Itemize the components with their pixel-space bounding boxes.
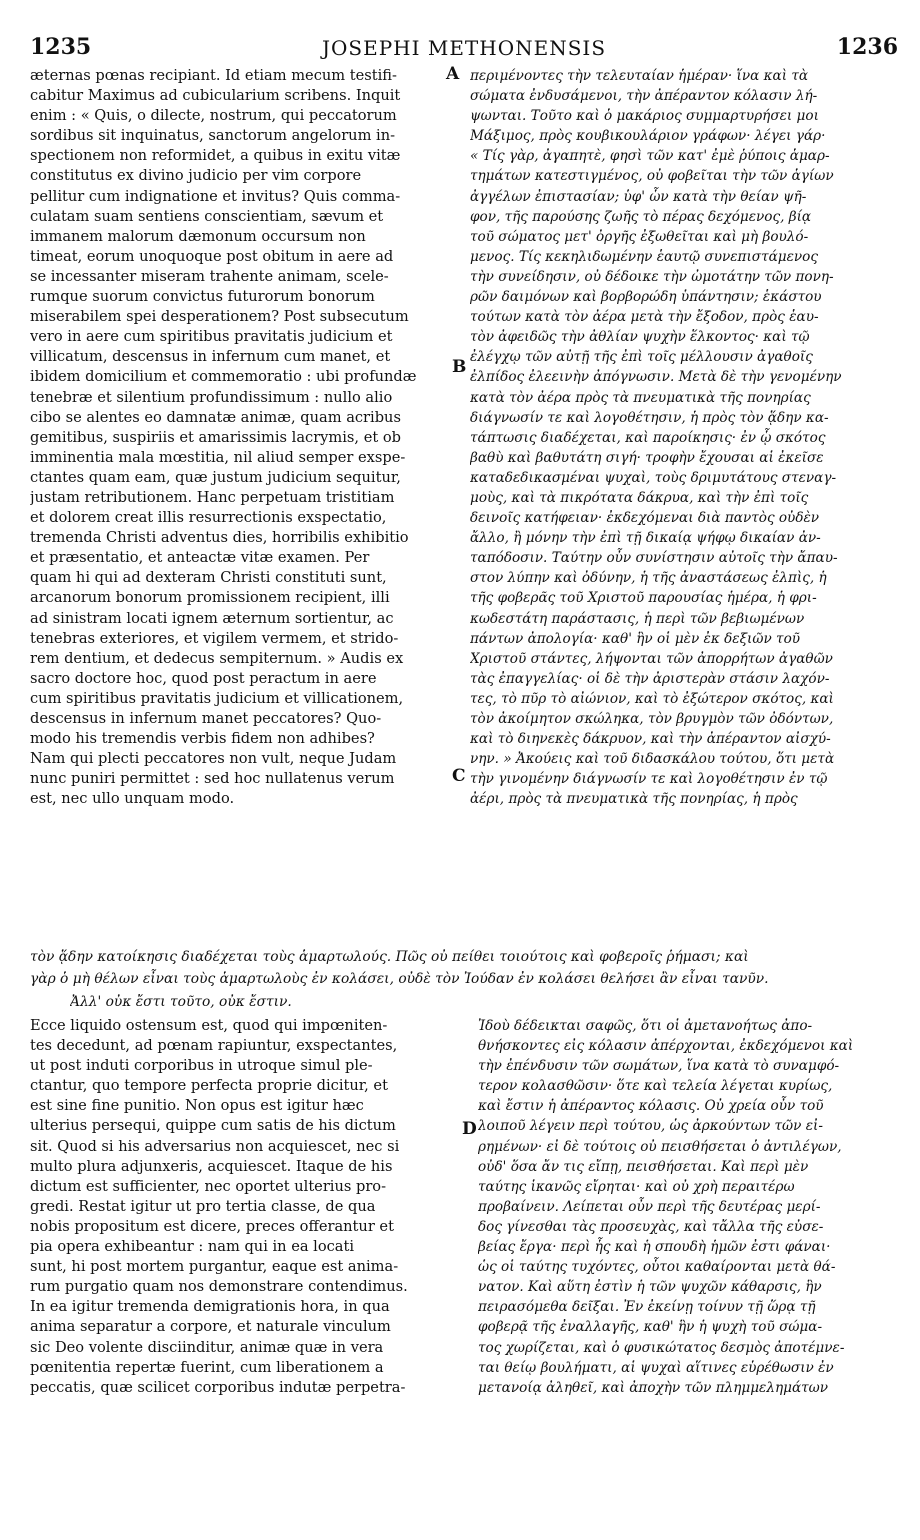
text-line: peccatis, quæ scilicet corporibus indutæ perpetra- xyxy=(30,1378,406,1396)
page-header xyxy=(30,34,898,64)
text-line: τὴν ἐπένδυσιν τῶν σωμάτων, ἵνα κατὰ τὸ συναμφό- xyxy=(478,1058,840,1075)
greek-column-top xyxy=(470,66,900,809)
text-line: τούτων κατὰ τὸν ἀέρα μετὰ τὴν ἔξοδον, πρὸς ἑαυ- xyxy=(470,309,819,326)
text-line: τὴν γινομένην διάγνωσίν τε καὶ λογοθέτησιν ἐν τῷ xyxy=(470,771,828,788)
text-line: φοβερᾷ τῆς ἐναλλαγῆς, καθ' ἣν ἡ ψυχὴ τοῦ σώμα- xyxy=(478,1319,823,1336)
text-line: ἐλπίδος ἐλεεινὴν ἀπόγνωσιν. Μετὰ δὲ τὴν γενομένην xyxy=(470,369,842,386)
text-line: descensus in infernum manet peccatores? Quo- xyxy=(30,710,382,727)
text-line: rumque suorum convictus futurorum bonorum xyxy=(30,288,375,306)
text-line: τὴν συνείδησιν, οὐ δέδοικε τὴν ὠμοτάτην τῶν πονη- xyxy=(470,268,834,285)
text-line: ctantes quam eam, quæ justum judicium sequitur, xyxy=(30,468,401,486)
text-line: πειρασόμεθα δεῖξαι. Ἐν ἐκείνῃ τοίνυν τῇ ὥρᾳ τῇ xyxy=(478,1299,816,1316)
text-line: ται θείῳ βουλήματι, αἱ ψυχαὶ αἵτινες εὑρέθωσιν ἐν xyxy=(478,1359,834,1376)
text-line: τὰς ἐπαγγελίας· οἱ δὲ τὴν ἀριστερὰν στάσιν λαχόν- xyxy=(470,670,830,687)
text-line: βαθὺ καὶ βαθυτάτη σιγή· τροφὴν ἔχουσαι αἱ ἐκεῖσε xyxy=(470,449,824,466)
text-line: pia opera exhibeantur : nam qui in ea locati xyxy=(30,1238,355,1256)
page-number-left: 1235 xyxy=(30,34,92,60)
text-line: se incessanter miseram trahente animam, scele- xyxy=(30,267,389,285)
text-line: καὶ ἔστιν ἡ ἀπέραντος κόλασις. Οὐ χρεία οὖν τοῦ xyxy=(478,1098,824,1115)
text-line: δεινοῖς κατήφειαν· ἐκδεχόμεναι διὰ παντὸς οὐδὲν xyxy=(470,510,820,527)
text-line: μετανοίᾳ ἀληθεῖ, καὶ ἀποχὴν τῶν πλημμελημάτων xyxy=(478,1379,828,1396)
text-line: τοῦ σώματος μετ' ὀργῆς ἐξωθεῖται καὶ μὴ βουλό- xyxy=(470,228,809,245)
text-line: τες, τὸ πῦρ τὸ αἰώνιον, καὶ τὸ ἐξώτερον σκότος, καὶ xyxy=(470,690,834,707)
text-line: ἀγγέλων ἐπιστασίαν; ὑφ' ὧν κατὰ τὴν θείαν ψῆ- xyxy=(470,188,807,205)
text-line: imminentia mala mœstitia, nil aliud semper exspe- xyxy=(30,448,406,466)
text-line: ut post induti corporibus in utroque simul ple- xyxy=(30,1057,373,1075)
text-line: æternas pœnas recipiant. Id etiam mecum testifi- xyxy=(30,67,397,84)
text-line: τῆς φοβερᾶς τοῦ Χριστοῦ παρουσίας ἡμέρα, ἡ φρι- xyxy=(470,590,817,607)
text-line: gemitibus, suspiriis et amarissimis lacrymis, et ob xyxy=(30,428,401,446)
text-line: νατον. Καὶ αὕτη ἐστὶν ἡ τῶν ψυχῶν κάθαρσις, ἣν xyxy=(478,1279,822,1296)
text-line: προβαίνειν. Λείπεται οὖν περὶ τῆς δευτέρας μερί- xyxy=(478,1198,821,1215)
latin-column-bottom xyxy=(30,1016,460,1398)
text-line: sic Deo volente disciinditur, animæ quæ in vera xyxy=(30,1338,384,1356)
text-line: est sine fine punitio. Non opus est igitur hæc xyxy=(30,1097,364,1115)
text-line: gredi. Restat igitur ut pro tertia classe, de qua xyxy=(30,1197,376,1215)
text-line: περιμένοντες τὴν τελευταίαν ἡμέραν· ἵνα καὶ τὰ xyxy=(470,68,809,84)
text-line: rem dentium, et dedecus sempiternum. » Audis ex xyxy=(30,649,404,667)
latin-column-top xyxy=(30,66,460,809)
text-line: nunc puniri permittet : sed hoc nullatenus verum xyxy=(30,770,395,788)
running-title: JOSEPHI METHONENSIS xyxy=(321,36,607,60)
greek-full-width-line-3 xyxy=(70,992,920,1012)
text-line: ad sinistram locati ignem æternum sortientur, ac xyxy=(30,609,394,627)
text-line: ἐλέγχῳ τῶν αὐτῇ τῆς ἐπὶ τοῖς μέλλουσιν ἀγαθοῖς xyxy=(470,349,813,366)
text-line: ρῶν δαιμόνων καὶ βορβορώδη ὑπάντησιν; ἑκάστου xyxy=(470,289,822,306)
text-line: πάντων ἀπολογία· καθ' ἣν οἱ μὲν ἐκ δεξιῶν τοῦ xyxy=(470,630,801,647)
text-line: ψωνται. Τοῦτο καὶ ὁ μακάριος συμμαρτυρήσει μοι xyxy=(470,108,819,125)
text-line: cabitur Maximus ad cubicularium scribens. Inquit xyxy=(30,87,401,105)
text-line: miserabilem spei desperationem? Post subsecutum xyxy=(30,308,409,326)
text-line: cibo se alentes eo damnatæ animæ, quam acribus xyxy=(30,408,401,426)
text-line: φον, τῆς παρούσης ζωῆς τὸ πέρας δεχόμενος, βίᾳ xyxy=(470,208,812,225)
text-line: ibidem domicilium et commemoratio : ubi profundæ xyxy=(30,368,417,386)
text-line: ταύτης ἱκανῶς εἴρηται· καὶ οὐ χρὴ περαιτέρω xyxy=(478,1178,795,1195)
text-line: ἀέρι, πρὸς τὰ πνευματικὰ τῆς πονηρίας, ἡ πρὸς xyxy=(470,791,798,808)
margin-letter-a: A xyxy=(446,64,460,84)
text-line: οὐδ' ὅσα ἄν τις εἴπῃ, πεισθήσεται. Καὶ περὶ μὲν xyxy=(478,1158,809,1175)
text-line: γὰρ ὁ μὴ θέλων εἶναι τοὺς ἁμαρτωλοὺς ἐν κολάσει, οὐδὲ τὸν Ἰούδαν ἐν κολάσει θελήσει ἂν εἶναι τανῦν. xyxy=(30,971,769,987)
text-line: Ecce liquido ostensum est, quod qui impœniten- xyxy=(30,1017,388,1034)
text-line: immanem malorum dæmonum occursum non xyxy=(30,227,366,245)
text-line: ταπόδοσιν. Ταύτην οὖν συνίστησιν αὐτοῖς τὴν ἄπαυ- xyxy=(470,550,838,567)
text-line: tenebræ et silentium profundissimum : nullo alio xyxy=(30,388,393,406)
text-line: constitutus ex divino judicio per vim corpore xyxy=(30,167,362,185)
text-line: culatam suam sentiens conscientiam, sævum et xyxy=(30,207,384,225)
text-line: cum spiritibus pravitatis judicium et villicationem, xyxy=(30,689,404,707)
text-line: et præsentatio, et anteactæ vitæ examen. Per xyxy=(30,549,370,567)
text-line: est, nec ullo unquam modo. xyxy=(30,790,235,808)
text-line: μενος. Τίς κεκηλιδωμένην ἑαυτῷ συνεπιστάμενος xyxy=(470,248,818,265)
text-line: enim : « Quis, o dilecte, nostrum, qui peccatorum xyxy=(30,107,397,125)
text-line: κατὰ τὸν ἀέρα πρὸς τὰ πνευματικὰ τῆς πονηρίας xyxy=(470,389,811,406)
text-line: καταδεδικασμέναι ψυχαὶ, τοὺς δριμυτάτους στεναγ- xyxy=(470,469,837,486)
text-line: τημάτων κατεστιγμένος, οὐ φοβεῖται τὴν τῶν ἁγίων xyxy=(470,168,834,185)
margin-letter-c: C xyxy=(452,766,466,786)
text-line: rum purgatio quam nos demonstrare contendimus. xyxy=(30,1278,408,1296)
text-line: pœnitentia repertæ fuerint, cum liberationem a xyxy=(30,1358,384,1376)
text-line: « Τίς γὰρ, ἀγαπητὲ, φησὶ τῶν κατ' ἐμὲ ῥύποις ἁμαρ- xyxy=(470,148,830,165)
text-line: In ea igitur tremenda demigrationis hora, in qua xyxy=(30,1298,390,1316)
text-line: tremenda Christi adventus dies, horribilis exhibitio xyxy=(30,529,409,547)
text-line: pellitur cum indignatione et invitus? Quis comma- xyxy=(30,187,401,205)
text-line: Χριστοῦ στάντες, λήψονται τῶν ἀπορρήτων ἀγαθῶν xyxy=(470,650,833,667)
text-line: quam hi qui ad dexteram Christi constituti sunt, xyxy=(30,569,387,587)
text-line: ctantur, quo tempore perfecta proprie dicitur, et xyxy=(30,1077,388,1095)
text-line: Nam qui plecti peccatores non vult, neque Judam xyxy=(30,750,397,768)
text-line: dictum est sufficienter, nec oportet ulterius pro- xyxy=(30,1177,387,1195)
greek-column-bottom xyxy=(478,1016,900,1398)
text-line: μοὺς, καὶ τὰ πικρότατα δάκρυα, καὶ τὴν ἐπὶ τοῖς xyxy=(470,489,809,506)
text-line: nobis propositum est dicere, preces offerantur et xyxy=(30,1217,394,1235)
text-line: ρημένων· εἰ δὲ τούτοις οὐ πεισθήσεται ὁ ἀντιλέγων, xyxy=(478,1138,842,1155)
text-line: modo his tremendis verbis fidem non adhibes? xyxy=(30,730,375,748)
text-line: διάγνωσίν τε καὶ λογοθέτησιν, ἡ πρὸς τὸν ᾅδην κα- xyxy=(470,409,829,426)
text-line: λοιποῦ λέγειν περὶ τούτου, ὡς ἀρκούντων τῶν εἰ- xyxy=(478,1118,823,1135)
greek-full-width-line-2 xyxy=(30,969,898,989)
text-line: vero in aere cum spiritibus pravitatis judicium et xyxy=(30,328,393,346)
text-line: σώματα ἐνδυσάμενοι, τὴν ἀπέραντον κόλασιν λή- xyxy=(470,88,818,105)
text-line: sacro doctore hoc, quod post peractum in aere xyxy=(30,669,377,687)
text-line: κωδεστάτη παράστασις, ἡ περὶ τῶν βεβιωμένων xyxy=(470,610,805,627)
text-line: τὸν ἀφειδῶς τὴν ἀθλίαν ψυχὴν ἕλκοντος· καὶ τῷ xyxy=(470,329,810,346)
text-line: ulterius persequi, quippe cum satis de his dictum xyxy=(30,1117,396,1135)
text-line: villicatum, descensus in infernum cum manet, et xyxy=(30,348,391,366)
text-line: τὸν ἀκοίμητον σκώληκα, τὸν βρυγμὸν τῶν ὀδόντων, xyxy=(470,711,834,727)
text-line: στον λύπην καὶ ὀδύνην, ἡ τῆς ἀναστάσεως ἐλπὶς, ἡ xyxy=(470,570,827,587)
text-line: et dolorem creat illis resurrectionis exspectatio, xyxy=(30,509,387,527)
text-line: tes decedunt, ad pœnam rapiuntur, exspectantes, xyxy=(30,1037,398,1055)
text-line: τερον κολασθῶσιν· ὅτε καὶ τελεία λέγεται κυρίως, xyxy=(478,1078,833,1095)
text-line: νην. » Ἀκούεις καὶ τοῦ διδασκάλου τούτου, ὅτι μετὰ xyxy=(470,751,835,768)
text-line: Μάξιμος, πρὸς κουβικουλάριον γράφων· λέγει γάρ· xyxy=(470,128,826,145)
page-number-right: 1236 xyxy=(836,34,898,60)
text-line: ὡς οἱ ταύτης τυχόντες, οὗτοι καθαίρονται μετὰ θά- xyxy=(478,1259,836,1276)
text-line: τὸν ᾅδην κατοίκησις διαδέχεται τοὺς ἁμαρτωλούς. Πῶς οὐ πείθει τοιούτοις καὶ φοβεροῖς ῥήμασι; καὶ xyxy=(30,949,749,965)
text-line: τάπτωσις διαδέχεται, καὶ παροίκησις· ἐν ᾧ σκότος xyxy=(470,429,826,446)
text-line: timeat, eorum unoquoque post obitum in aere ad xyxy=(30,247,394,265)
text-line: θνήσκοντες εἰς κόλασιν ἀπέρχονται, ἐκδεχόμενοι καὶ xyxy=(478,1038,854,1055)
margin-letter-b: B xyxy=(452,357,467,377)
text-line: arcanorum bonorum promissionem recipient, illi xyxy=(30,589,390,607)
text-line: tenebras exteriores, et vigilem vermem, et strido- xyxy=(30,629,399,647)
text-line: justam retributionem. Hanc perpetuam tristitiam xyxy=(30,488,395,506)
margin-letter-d: D xyxy=(462,1119,477,1139)
text-line: δος γίνεσθαι τὰς προσευχὰς, καὶ τἄλλα τῆς εὐσε- xyxy=(478,1218,824,1235)
text-line: anima separatur a corpore, et naturale vinculum xyxy=(30,1318,391,1336)
text-line: καὶ τὸ διηνεκὲς δάκρυον, καὶ τὴν ἀπέραντον αἰσχύ- xyxy=(470,731,831,748)
text-line: βείας ἔργα· περὶ ἧς καὶ ἡ σπουδὴ ἡμῶν ἐστι φάναι· xyxy=(478,1239,831,1256)
text-line: sordibus sit inquinatus, sanctorum angelorum in- xyxy=(30,127,396,145)
text-line: spectionem non reformidet, a quibus in exitu vitæ xyxy=(30,147,401,165)
text-line: sunt, hi post mortem purgantur, eaque est anima- xyxy=(30,1258,399,1276)
text-line: sit. Quod si his adversarius non acquiescet, nec si xyxy=(30,1137,400,1155)
greek-full-width-line-1 xyxy=(30,947,898,967)
text-line: τος χωρίζεται, καὶ ὁ φυσικώτατος δεσμὸς ἀποτέμνε- xyxy=(478,1339,845,1356)
text-line: ἄλλο, ἢ μόνην τὴν ἐπὶ τῇ δικαίᾳ ψήφῳ δικαίαν ἀν- xyxy=(470,530,821,547)
text-line: Ἰδοὺ δέδεικται σαφῶς, ὅτι οἱ ἀμετανοήτως ἀπο- xyxy=(478,1018,813,1034)
text-line: Ἀλλ' οὐκ ἔστι τοῦτο, οὐκ ἔστιν. xyxy=(70,994,292,1010)
text-line: multo plura adjunxeris, acquiescet. Itaque de his xyxy=(30,1157,393,1175)
